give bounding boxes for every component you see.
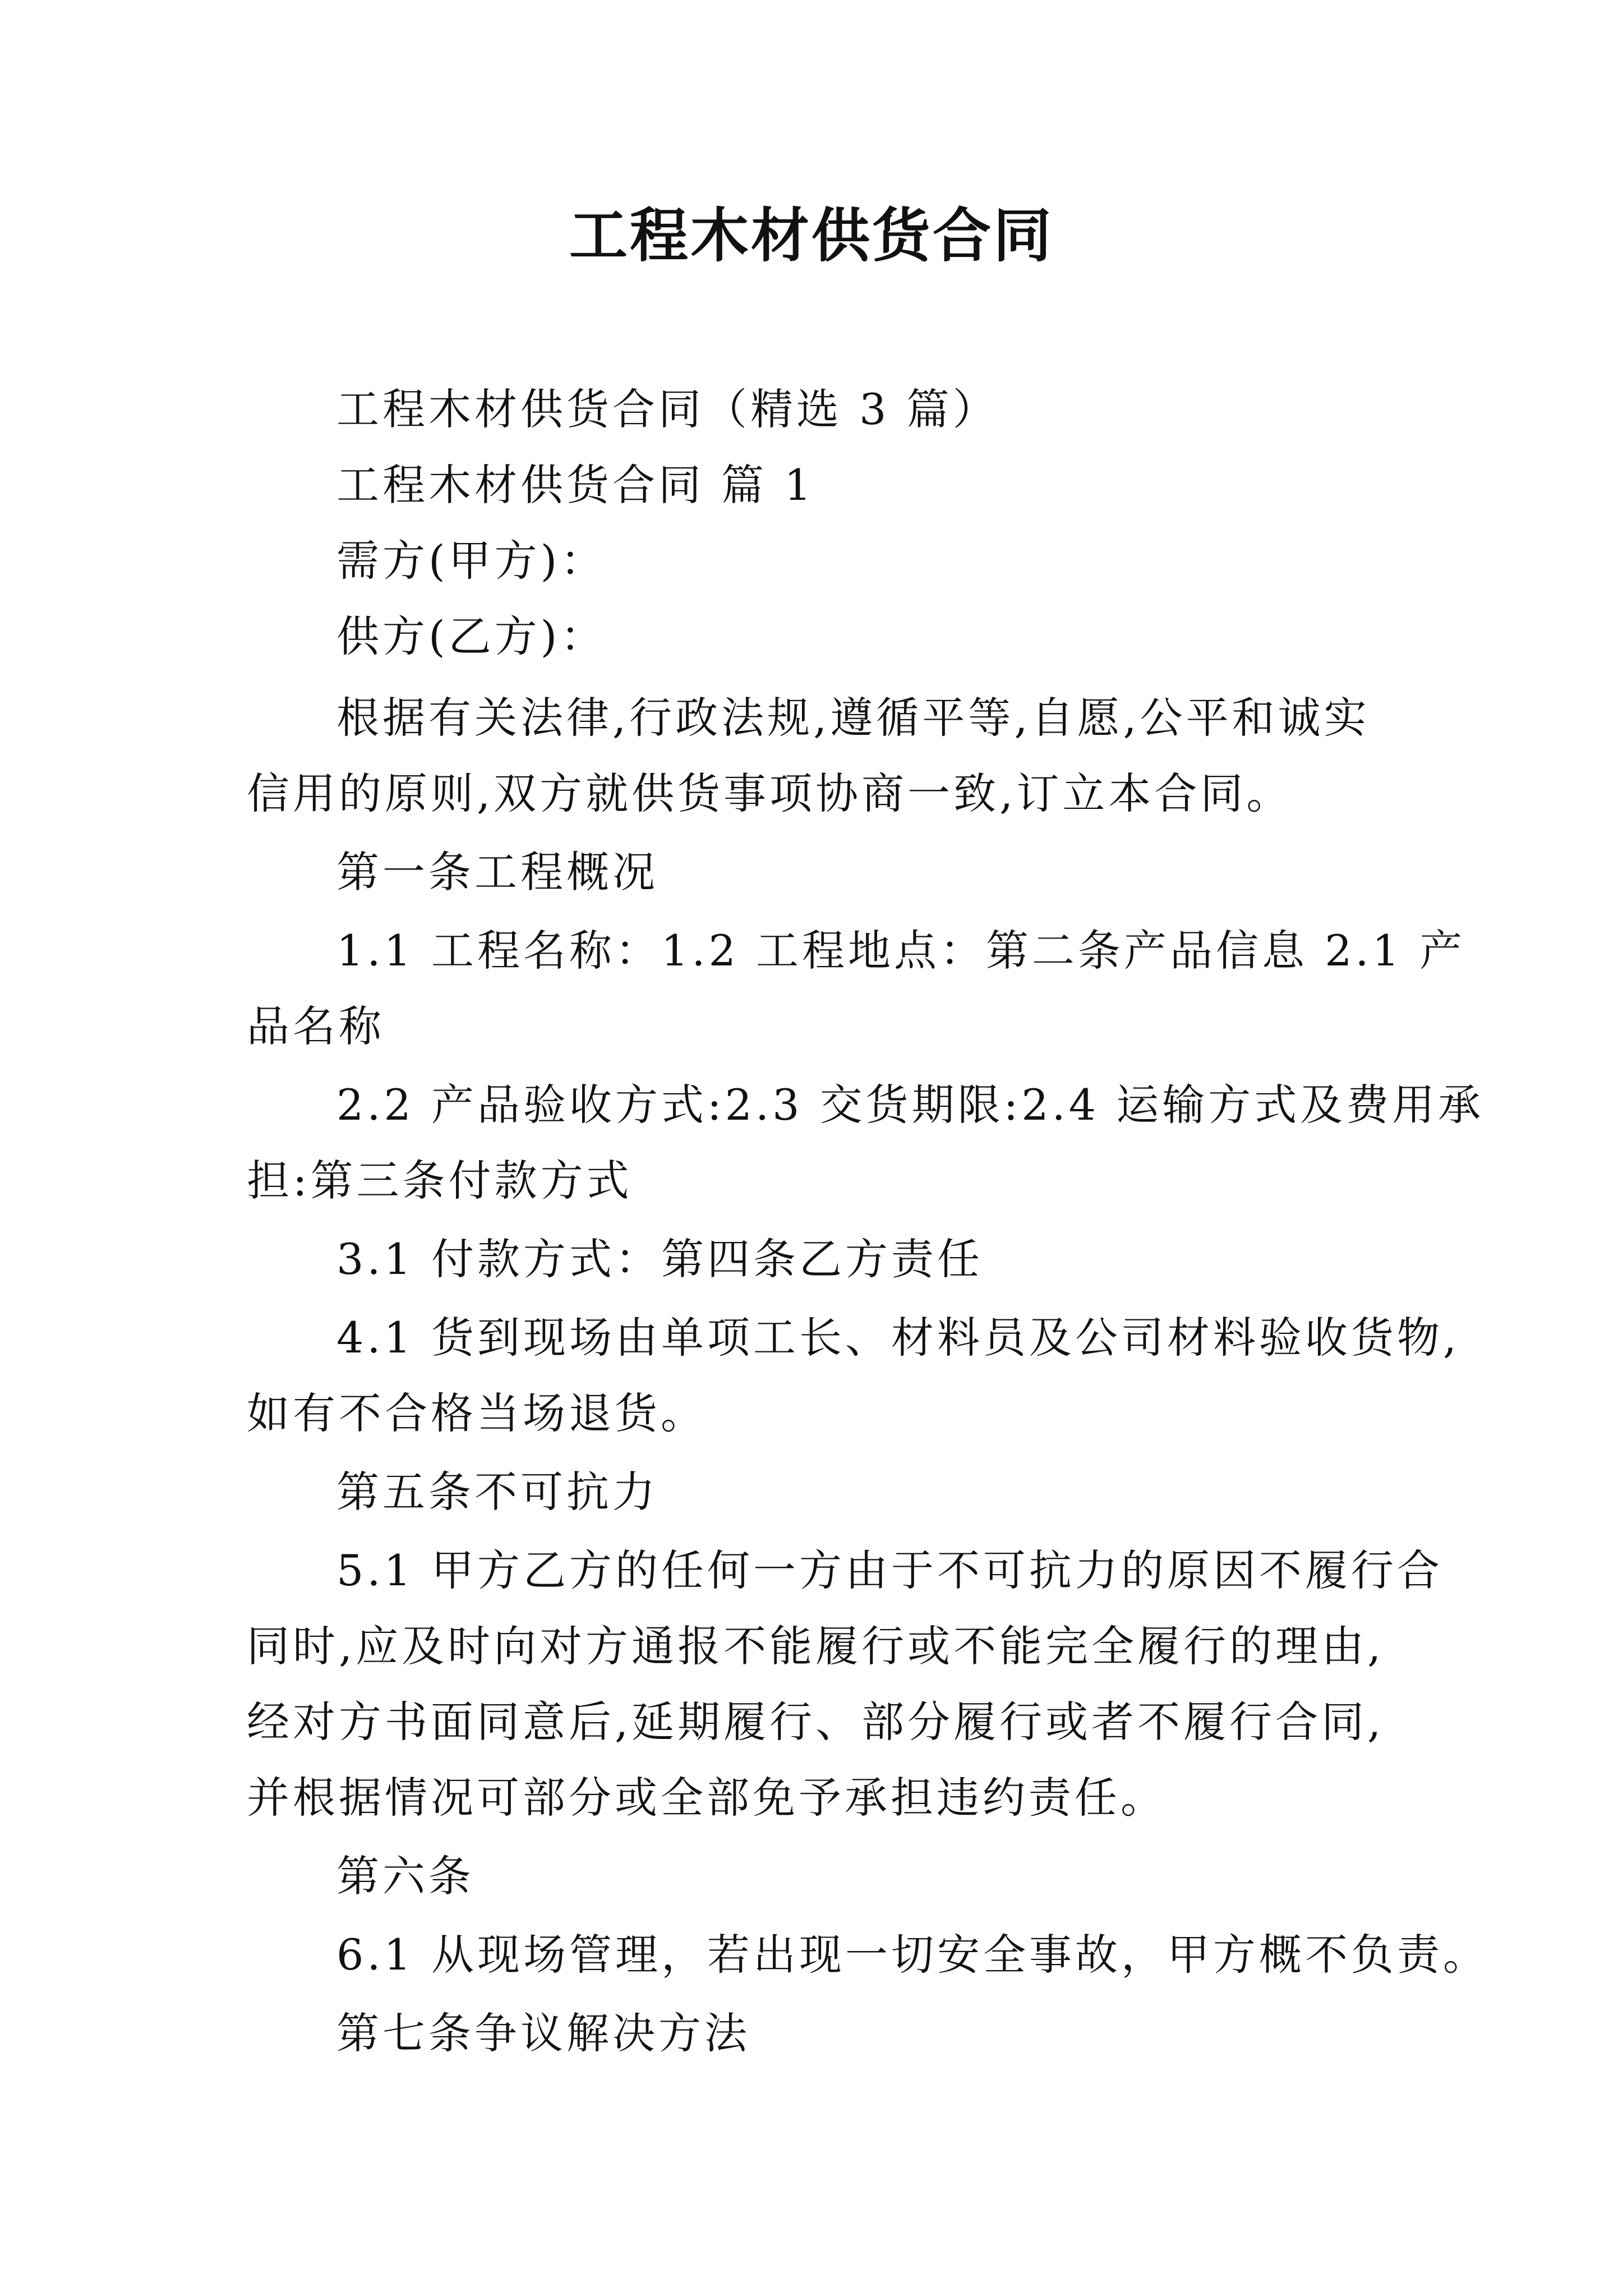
document-title: 工程木材供货合同 <box>569 201 1054 270</box>
article-5-clause-line-2: 同时,应及时向对方通报不能履行或不能完全履行的理由, <box>247 1621 1385 1671</box>
preamble-line-1: 根据有关法律,行政法规,遵循平等,自愿,公平和诚实 <box>336 693 1370 743</box>
article-1-heading: 第一条工程概况 <box>336 847 658 897</box>
supplier-party-line: 供方(乙方)： <box>336 611 607 661</box>
subtitle-line: 工程木材供货合同（精选 3 篇） <box>336 384 999 434</box>
article-4-clause-line-1: 4.1 货到现场由单项工长、材料员及公司材料验收货物, <box>336 1313 1460 1363</box>
preamble-line-2: 信用的原则,双方就供货事项协商一致,订立本合同。 <box>247 769 1293 818</box>
article-5-heading: 第五条不可抗力 <box>336 1467 658 1517</box>
article-2-clause-line-2: 担:第三条付款方式 <box>247 1156 633 1205</box>
article-7-heading: 第七条争议解决方法 <box>336 2008 750 2058</box>
article-1-clause-line-1: 1.1 工程名称：1.2 工程地点：第二条产品信息 2.1 产 <box>336 926 1466 976</box>
article-2-clause-line-1: 2.2 产品验收方式:2.3 交货期限:2.4 运输方式及费用承 <box>336 1080 1484 1130</box>
article-5-clause-line-1: 5.1 甲方乙方的任何一方由于不可抗力的原因不履行合 <box>336 1545 1444 1595</box>
article-6-clause: 6.1 从现场管理，若出现一切安全事故，甲方概不负责。 <box>336 1930 1490 1980</box>
buyer-party-line: 需方(甲方)： <box>336 536 607 586</box>
article-3-clause: 3.1 付款方式：第四条乙方责任 <box>336 1234 984 1284</box>
article-5-clause-line-4: 并根据情况可部分或全部免予承担违约责任。 <box>247 1773 1166 1823</box>
article-6-heading: 第六条 <box>336 1851 474 1901</box>
article-4-clause-line-2: 如有不合格当场退货。 <box>247 1388 707 1438</box>
part-heading: 工程木材供货合同 篇 1 <box>336 460 815 510</box>
article-1-clause-line-2: 品名称 <box>247 1001 385 1051</box>
article-5-clause-line-3: 经对方书面同意后,延期履行、部分履行或者不履行合同, <box>247 1697 1385 1747</box>
